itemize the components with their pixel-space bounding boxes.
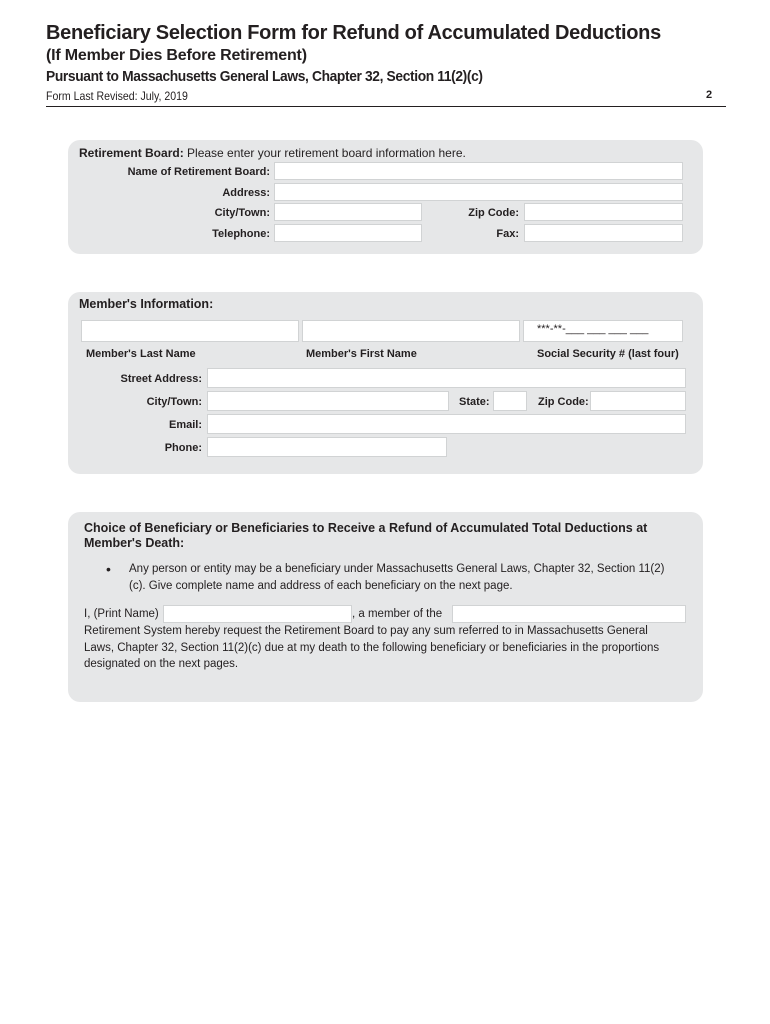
board-fax-label: Fax: [496,228,519,240]
member-phone-field[interactable] [207,437,447,457]
board-zip-label: Zip Code: [468,207,519,219]
board-telephone-label: Telephone: [212,228,270,240]
member-ssn-label: Social Security # (last four) [537,348,679,360]
request-paragraph-line-2: Laws, Chapter 32, Section 11(2)(c) due at my death to the following beneficiary or beneficiaries in the proportions [84,641,660,654]
member-first-name-label: Member's First Name [306,348,417,360]
board-address-label: Address: [222,187,270,199]
member-information-section [68,292,703,474]
retirement-board-heading-label: Retirement Board: [79,146,184,160]
beneficiary-heading-line-2: Member's Death: [84,536,185,550]
member-email-label: Email: [168,419,202,431]
board-fax-field[interactable] [524,224,683,242]
member-street-field[interactable] [207,368,686,388]
beneficiary-note-line-2: (c). Give complete name and address of each beneficiary on the next page. [129,579,513,592]
page-number: 2 [706,89,713,101]
request-paragraph-line-3: designated on the next pages. [84,658,239,670]
member-city-field[interactable] [207,391,449,411]
member-information-heading: Member's Information: [79,297,214,311]
law-reference: Pursuant to Massachusetts General Laws, Chapter 32, Section 11(2)(c) [46,68,483,85]
retirement-board-heading [79,146,466,160]
member-phone-label: Phone: [164,442,202,454]
board-name-field[interactable] [274,162,683,180]
beneficiary-heading [84,521,647,551]
member-email-field[interactable] [207,414,686,434]
beneficiary-note-line-1: Any person or entity may be a beneficiary under Massachusetts General Laws, Chapter 32, Section 11(2) [129,563,665,575]
beneficiary-heading-line-1: Choice of Beneficiary or Beneficiaries to Receive a Refund of Accumulated Total Deductions at [84,521,648,535]
board-telephone-field[interactable] [274,224,422,242]
form-header [46,20,726,104]
member-ssn-field[interactable] [523,320,683,342]
member-zip-label: Zip Code: [538,396,589,408]
member-zip-field[interactable] [590,391,686,411]
print-name-label: I, (Print Name) [84,608,159,620]
board-address-field[interactable] [274,183,683,201]
member-city-label: City/Town: [146,396,202,408]
board-name-label: Name of Retirement Board: [127,166,270,178]
request-paragraph [84,623,659,673]
revision-date: Form Last Revised: July, 2019 [46,89,188,103]
member-street-label: Street Address: [120,373,202,385]
member-last-name-label: Member's Last Name [86,348,196,360]
member-last-name-field[interactable] [81,320,299,342]
retirement-board-instruction: Please enter your retirement board information here. [187,146,466,160]
form-subtitle: (If Member Dies Before Retirement) [46,47,307,64]
form-title: Beneficiary Selection Form for Refund of Accumulated Deductions [46,22,661,44]
member-of-label: , a member of the [352,608,443,620]
member-state-label: State: [459,396,490,408]
retirement-board-section [68,140,703,254]
member-first-name-field[interactable] [302,320,520,342]
bullet-icon: • [106,561,111,577]
board-city-field[interactable] [274,203,422,221]
member-state-field[interactable] [493,391,527,411]
board-zip-field[interactable] [524,203,683,221]
beneficiary-note [129,561,664,594]
board-city-label: City/Town: [214,207,270,219]
header-divider [46,106,726,107]
beneficiary-section [68,512,703,702]
request-paragraph-line-1: Retirement System hereby request the Retirement Board to pay any sum referred to in Massachusetts General [84,625,648,637]
print-name-field[interactable] [163,605,352,623]
ssn-mask-text: ***-**-___ ___ ___ ___ [537,323,649,335]
retirement-system-field[interactable] [452,605,686,623]
